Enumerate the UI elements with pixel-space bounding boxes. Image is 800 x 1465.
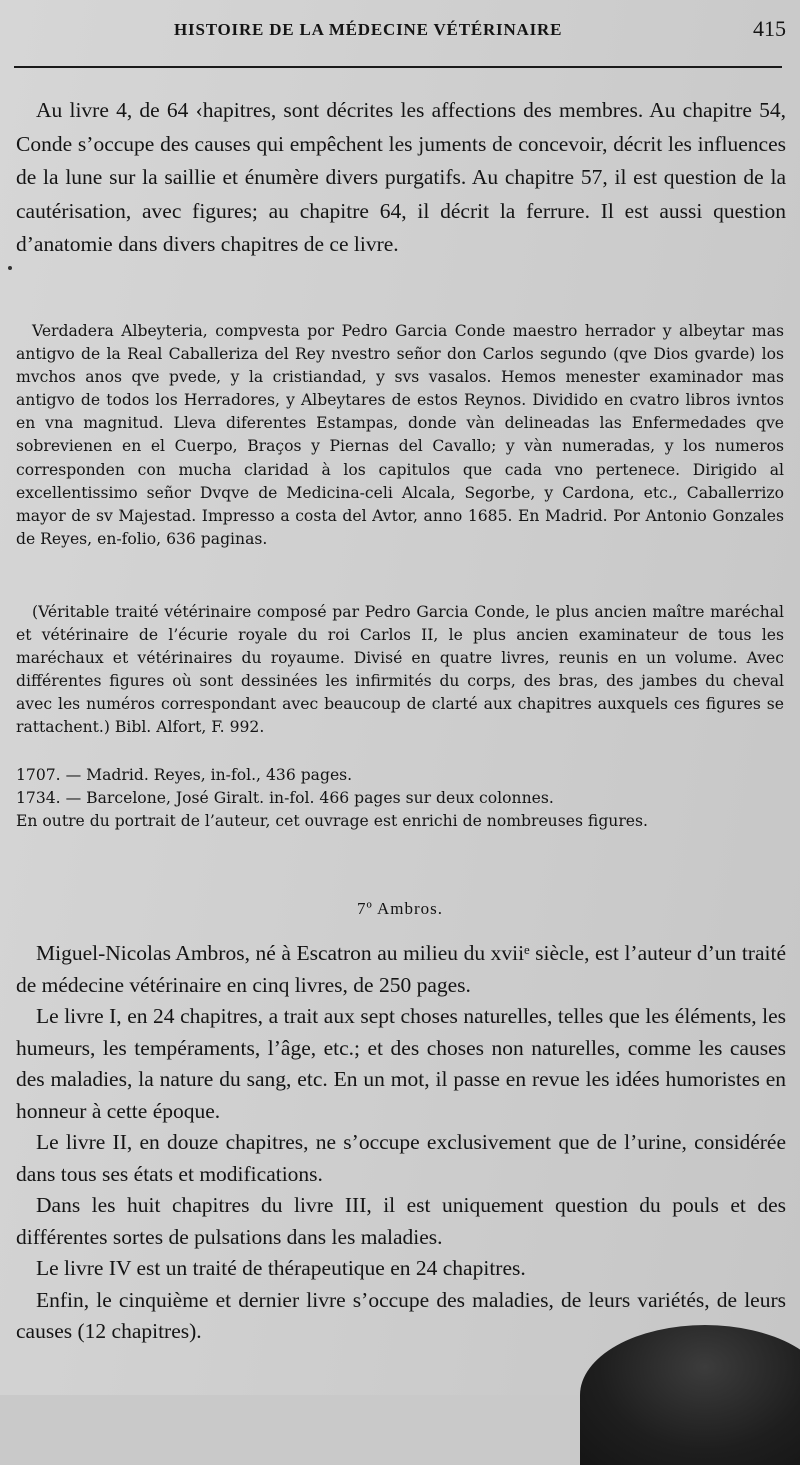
header-rule xyxy=(14,66,782,68)
spanish-title-block xyxy=(16,320,784,551)
page-number: 415 xyxy=(753,16,786,41)
french-translation-block xyxy=(16,601,784,740)
spanish-title-text: Verdadera Albeyteria, compvesta por Pedro Garcia Conde maestro herrador y albeytar mas antigvo de la Real Caballeriza del Rey nvestro señor don Carlos segundo (qve Dios gvarde) los mvchos anos qve pvede, y la cristiandad, y svs vasalos. Hemos menester examinador mas antigvo de todos los Herradores, y Albeytares de estos Reynos. Dividido en cvatro libros ivntos en vna magnitud. Lleva diferentes Estampas, donde vàn delineadas las Enfermedades qve sobrevienen en el Cuerpo, Braços y Piernas del Cavallo; y vàn numeradas, y los numeros corresponden con mucha claridad à los capitulos que cada vno pertenece. Dirigido al excellentissimo señor Dvqve de Medicina-celi Alcala, Segorbe, y Cardona, etc., Caballerrizo mayor de sv Majestad. Impresso a costa del Avtor, anno 1685. En Madrid. Por Antonio Gonzales de Reyes, en-folio, 636 paginas. xyxy=(16,322,784,548)
edition-1707: 1707. — Madrid. Reyes, in-fol., 436 pages. xyxy=(16,766,353,784)
edition-1734: 1734. — Barcelone, José Giralt. in-fol. 466 pages sur deux colonnes. xyxy=(16,789,554,808)
section-title: 7º Ambros. xyxy=(356,899,444,918)
intro-text: Au livre 4, de 64 ‹hapitres, sont décrites les affections des membres. Au chapitre 54, Conde s’occupe des causes qui empêchent les juments de concevoir, décrit les influences de la lune sur la saillie et énumère divers purgatifs. Au chapitre 57, il est question de la cautérisation, avec figures; au chapitre 64, il décrit la ferrure. Il est aussi question d’anatomie dans divers chapitres de ce livre. xyxy=(16,98,786,256)
ambros-paragraph-4: Dans les huit chapitres du livre III, il est uniquement question du pouls et des différentes sortes de pulsations dans les maladies. xyxy=(16,1193,786,1249)
ambros-section xyxy=(16,938,786,1348)
ambros-paragraph-5: Le livre IV est un traité de thérapeutique en 24 chapitres. xyxy=(36,1256,526,1280)
ambros-paragraph-3: Le livre II, en douze chapitres, ne s’occupe exclusivement que de l’urine, considérée dans tous ses états et modifications. xyxy=(16,1130,786,1186)
intro-paragraph xyxy=(16,94,786,262)
page-header xyxy=(14,14,790,48)
ambros-paragraph-2: Le livre I, en 24 chapitres, a trait aux sept choses naturelles, telles que les éléments, les humeurs, les tempéraments, l’âge, etc.; et des choses non naturelles, comme les causes des maladies, la nature du sang, etc. En un mot, il passe en revue les idées humoristes en honneur à cette époque. xyxy=(16,1004,786,1123)
running-title: HISTOIRE DE LA MÉDECINE VÉTÉRINAIRE xyxy=(174,20,563,39)
ambros-paragraph-1: Miguel-Nicolas Ambros, né à Escatron au milieu du xviiᵉ siècle, est l’auteur d’un traité de médecine vétérinaire en cinq livres, de 250 pages. xyxy=(16,941,786,997)
margin-speck xyxy=(8,266,12,270)
french-translation-text: (Véritable traité vétérinaire composé par Pedro Garcia Conde, le plus ancien maître maréchal et vétérinaire de l’écurie royale du roi Carlos II, le plus ancien examinateur de tous les maréchaux et vétérinaires du royaume. Divisé en quatre livres, reunis en un volume. Avec différentes figures où sont dessinées les infirmités du corps, des bras, des jambes du cheval avec les numéros correspondant avec beaucoup de clarté aux chapitres auxquels ces figures se rattachent.) Bibl. Alfort, F. 992. xyxy=(16,603,784,737)
ambros-paragraph-6: Enfin, le cinquième et dernier livre s’occupe des maladies, de leurs variétés, de leurs causes (12 chapitres). xyxy=(16,1287,786,1343)
portrait-note: En outre du portrait de l’auteur, cet ouvrage est enrichi de nombreuses figures. xyxy=(16,812,648,831)
editions-block xyxy=(16,764,784,833)
